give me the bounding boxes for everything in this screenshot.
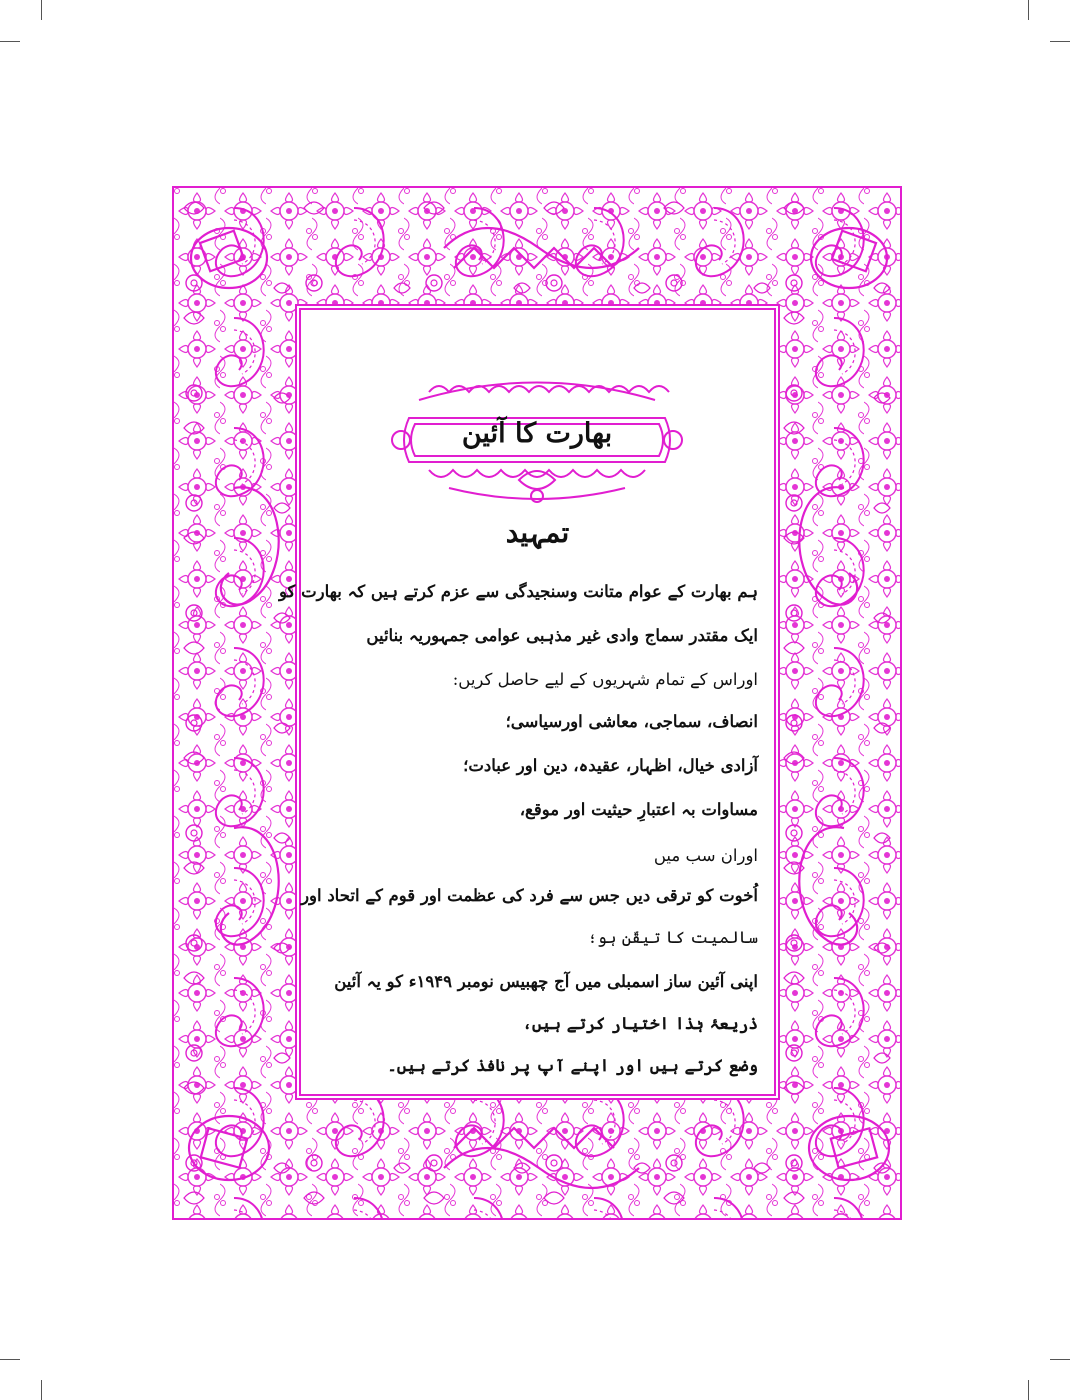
crop-mark-bottom-left-v: [41, 1380, 42, 1400]
preamble-line-5: آزادی خیال، اظہار، عقیدہ، دین اور عبادت؛: [463, 756, 758, 775]
preamble-line-7: اوران سب میں: [653, 846, 758, 865]
preamble-heading: تمہید: [505, 516, 570, 549]
preamble-line-10: اپنی آئین ساز اسمبلی میں آج چھبیس نومبر ۱۹۴۹ء کو یہ آئین: [334, 972, 758, 991]
crop-mark-top-right-v: [1028, 0, 1029, 20]
preamble-line-9: سالمیت کا تیقّن ہو؛: [587, 928, 758, 947]
preamble-line-11: ذریعۂ ہٰذا اختیار کرتے ہیں،: [522, 1014, 758, 1033]
crop-mark-bottom-left-h: [0, 1359, 20, 1360]
preamble-line-12: وضع کرتے ہیں اور اپنے آپ پر نافذ کرتے ہیں۔: [387, 1056, 758, 1075]
preamble-line-3: اوراس کے تمام شہریوں کے لیے حاصل کریں:: [452, 670, 758, 689]
document-title: بھارت کا آئین: [461, 418, 613, 449]
preamble-line-2: ایک مقتدر سماج وادی غیر مذہبی عوامی جمہوریہ بنائیں: [366, 626, 758, 645]
crop-mark-top-left-v: [41, 0, 42, 20]
preamble-line-4: انصاف، سماجی، معاشی اورسیاسی؛: [505, 712, 758, 731]
crop-mark-top-left-h: [0, 41, 20, 42]
preamble-line-6: مساوات بہ اعتبارِ حیثیت اور موقع،: [519, 800, 758, 819]
crop-mark-bottom-right-v: [1028, 1380, 1029, 1400]
crop-mark-bottom-right-h: [1050, 1359, 1070, 1360]
preamble-line-1: ہم بھارت کے عوام متانت وسنجیدگی سے عزم کرتے ہیں کہ بھارت کو: [278, 582, 758, 601]
preamble-line-8: اُخوت کو ترقی دیں جس سے فرد کی عظمت اور قوم کے اتحاد اور: [301, 886, 758, 905]
crop-mark-top-right-h: [1050, 41, 1070, 42]
